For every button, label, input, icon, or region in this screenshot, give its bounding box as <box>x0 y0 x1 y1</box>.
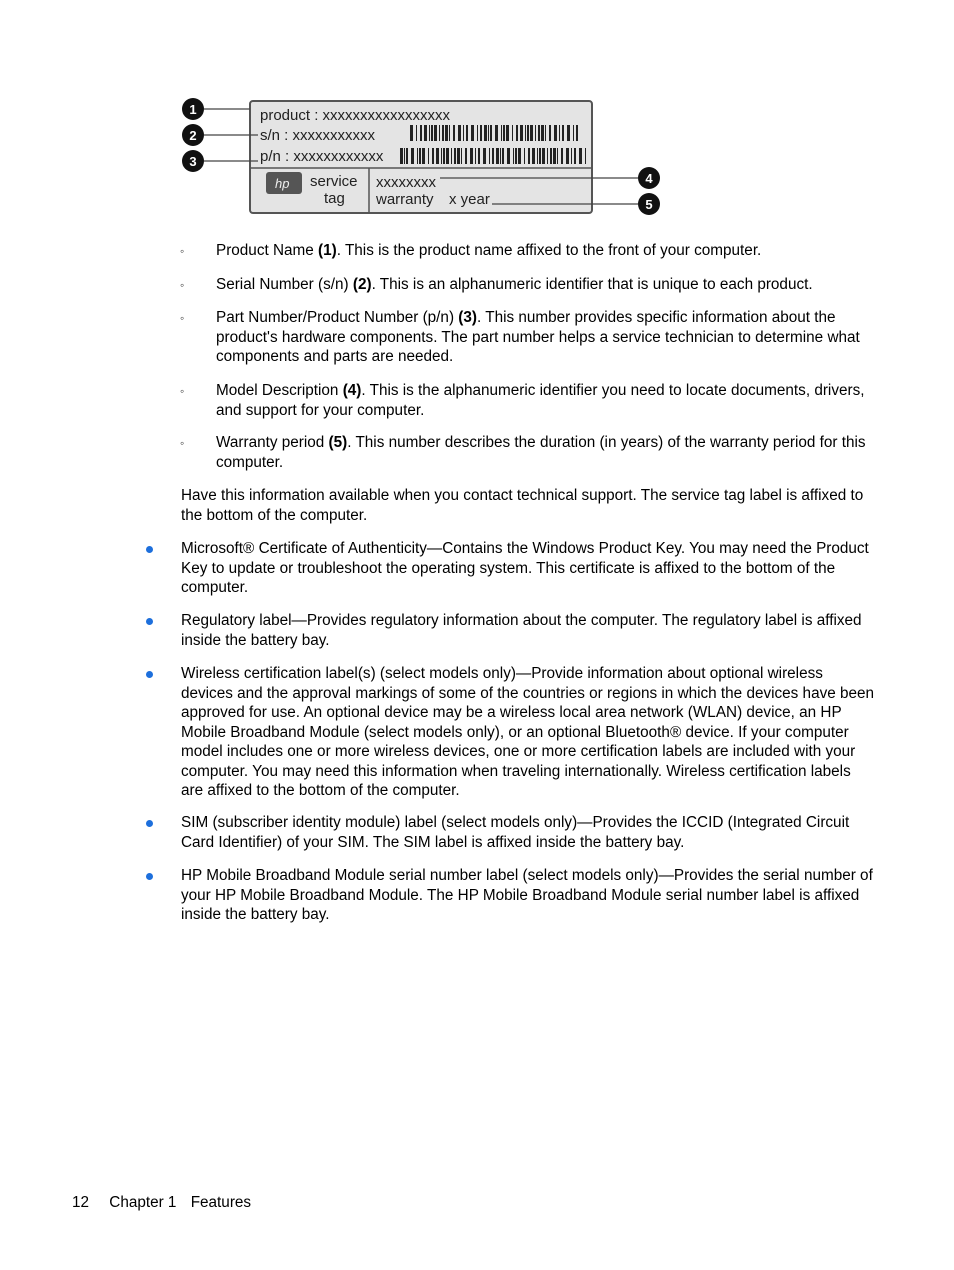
barcode-bar <box>539 148 541 164</box>
sub-item-part-number: Part Number/Product Number (p/n) (3). This number provides specific information about the product's hardware components. The part number helps a service technician to determine what components and parts are needed. <box>216 309 860 365</box>
barcode-bar <box>503 125 505 141</box>
svg-text:5: 5 <box>645 197 653 212</box>
sub-item-product-name: Product Name (1). This is the product name affixed to the front of your computer. <box>216 242 762 259</box>
hp-logo-text: hp <box>275 176 290 191</box>
barcode-bar <box>571 148 572 164</box>
callout-2 <box>182 124 204 146</box>
barcode-bar <box>516 125 518 141</box>
page-number: 12 <box>72 1194 90 1211</box>
barcode-bar <box>585 148 586 164</box>
service-tag-figure <box>178 96 668 220</box>
barcode-bar <box>451 148 452 164</box>
barcode-bar <box>422 148 425 164</box>
barcode-bar <box>528 148 530 164</box>
barcode-bar <box>501 125 502 141</box>
barcode-bar <box>449 125 450 141</box>
barcode-bar <box>428 148 429 164</box>
barcode-bar <box>513 148 514 164</box>
barcode-bar <box>424 125 427 141</box>
barcode-bar <box>567 125 570 141</box>
barcode-bar <box>515 148 517 164</box>
callout-4 <box>638 167 660 189</box>
barcode-bar <box>559 125 560 141</box>
sub-list-marker: ◦ <box>180 311 185 325</box>
barcode-bar <box>573 125 574 141</box>
barcode-bar <box>562 125 564 141</box>
barcode-bar <box>530 125 533 141</box>
barcode-bar <box>436 148 439 164</box>
barcode-bar <box>471 125 474 141</box>
barcode-bar <box>416 125 417 141</box>
barcode-bar <box>465 148 467 164</box>
barcode-bar <box>547 148 548 164</box>
barcode-bar <box>442 125 444 141</box>
barcode-bar <box>470 148 473 164</box>
svg-text:3: 3 <box>189 154 197 169</box>
barcode-bar <box>506 125 509 141</box>
product-line: product : xxxxxxxxxxxxxxxxx <box>260 107 451 124</box>
callout-5 <box>638 193 660 215</box>
sub-item-model-description: Model Description (4). This is the alphanumeric identifier you need to locate documents, drivers, and support for your computer. <box>216 382 865 419</box>
bullet-dot <box>146 546 153 553</box>
barcode-bar <box>404 148 405 164</box>
barcode-bar <box>432 148 434 164</box>
barcode-bar <box>550 148 552 164</box>
barcode-bar <box>417 148 418 164</box>
sub-list-marker: ◦ <box>180 278 185 292</box>
sn-line: s/n : xxxxxxxxxxx <box>260 127 376 144</box>
barcode-bar <box>492 148 494 164</box>
sub-item-serial-number: Serial Number (s/n) (2). This is an alphanumeric identifier that is unique to each product. <box>216 276 813 293</box>
barcode-bar <box>502 148 504 164</box>
barcode-bar <box>500 148 501 164</box>
barcode-bar <box>507 148 510 164</box>
barcode-bar <box>488 125 489 141</box>
barcode-bar <box>458 125 461 141</box>
barcode-bar <box>512 125 513 141</box>
barcode-bar <box>545 125 546 141</box>
barcode-bar <box>489 148 490 164</box>
barcode-bar <box>463 125 464 141</box>
barcode-bar <box>484 125 487 141</box>
barcode-bar <box>537 148 538 164</box>
barcode-bar <box>554 125 557 141</box>
warranty-value: x year <box>449 191 490 208</box>
barcode-bar <box>478 148 480 164</box>
barcode-bar <box>445 125 448 141</box>
barcode-bar <box>579 148 582 164</box>
barcode-bar <box>400 148 403 164</box>
sub-list-marker: ◦ <box>180 244 185 258</box>
barcode-bar <box>520 125 523 141</box>
barcode-bar <box>439 125 440 141</box>
warranty-label: warranty <box>376 191 434 208</box>
callout-1 <box>182 98 204 120</box>
barcode-bar <box>480 125 482 141</box>
barcode-bar <box>477 125 478 141</box>
barcode-bar <box>411 148 414 164</box>
barcode-bar <box>532 148 535 164</box>
barcode-bar <box>518 148 521 164</box>
barcode-bar <box>420 125 422 141</box>
barcode-bar <box>553 148 556 164</box>
barcode-bar <box>446 148 449 164</box>
barcode-bar <box>443 148 445 164</box>
barcode-bar <box>457 148 460 164</box>
service-label: service <box>310 173 358 190</box>
barcode-bar <box>524 148 525 164</box>
bullet-regulatory-label: Regulatory label—Provides regulatory information about the computer. The regulatory label is affixed inside the battery bay. <box>181 612 862 649</box>
bullet-dot <box>146 820 153 827</box>
bullet-dot <box>146 671 153 678</box>
barcode-bar <box>461 148 462 164</box>
barcode-bar <box>453 125 455 141</box>
pn-line: p/n : xxxxxxxxxxxx <box>260 148 384 165</box>
barcode-bar <box>557 148 558 164</box>
barcode-bar <box>475 148 476 164</box>
barcode-bar <box>419 148 421 164</box>
barcode-bar <box>542 148 545 164</box>
callout-3 <box>182 150 204 172</box>
page-footer <box>72 1193 251 1213</box>
chapter-label: Chapter 1 <box>109 1194 177 1211</box>
barcode-bar <box>410 125 413 141</box>
barcode-bar <box>490 125 492 141</box>
svg-text:1: 1 <box>189 102 197 117</box>
barcode-bar <box>538 125 540 141</box>
barcode-bar <box>431 125 433 141</box>
barcode-bar <box>483 148 486 164</box>
svg-text:4: 4 <box>645 171 653 186</box>
barcode-bar <box>574 148 576 164</box>
barcode-bar <box>541 125 544 141</box>
barcode-bar <box>454 148 456 164</box>
barcode-bar <box>429 125 430 141</box>
barcode-bar <box>406 148 408 164</box>
tag-label: tag <box>324 190 345 207</box>
barcode-bar <box>549 125 551 141</box>
sub-item-warranty-period: Warranty period (5). This number describes the duration (in years) of the warranty period for this computer. <box>216 434 866 471</box>
info-paragraph: Have this information available when you contact technical support. The service tag label is affixed to the bottom of the computer. <box>181 487 864 524</box>
barcode-bar <box>576 125 578 141</box>
barcode-bar <box>525 125 526 141</box>
barcode-bar <box>441 148 442 164</box>
svg-text:2: 2 <box>189 128 197 143</box>
bullet-sim-label: SIM (subscriber identity module) label (select models only)—Provides the ICCID (Integrated Circuit Card Identifier) of your SIM. The SIM label is affixed inside the battery bay. <box>181 814 850 851</box>
section-label: Features <box>190 1194 252 1211</box>
service-tag-illustration <box>178 96 668 220</box>
bullet-mobile-broadband-label: HP Mobile Broadband Module serial number label (select models only)—Provides the serial number of your HP Mobile Broadband Module. The HP Mobile Broadband Module serial number label is affixed inside the battery bay. <box>181 867 873 923</box>
bullet-certificate-of-authenticity: Microsoft® Certificate of Authenticity—Contains the Windows Product Key. You may need the Product Key to update or troubleshoot the operating system. This certificate is affixed to the bottom of the computer. <box>181 540 869 596</box>
sub-list-marker: ◦ <box>180 384 185 398</box>
bullet-dot <box>146 618 153 625</box>
barcode-bar <box>535 125 536 141</box>
barcode-bar <box>466 125 468 141</box>
model-value: xxxxxxxx <box>376 174 436 191</box>
barcode-bar <box>561 148 563 164</box>
bullet-wireless-certification: Wireless certification label(s) (select models only)—Provide information about optional wireless devices and the approval markings of some of the countries or regions in which the devices have been approved for use. An optional device may be a wireless local area network (WLAN) device, an HP Mobile Broadband Module (select models only), or an optional Bluetooth® device. If your computer model includes one or more wireless devices, one or more certification labels are included with your computer. You may need this information when traveling internationally. Wireless certification labels are affixed to the bottom of the computer. <box>181 665 875 799</box>
bullet-dot <box>146 873 153 880</box>
barcode-bar <box>495 125 498 141</box>
barcode-bar <box>527 125 529 141</box>
sub-list-marker: ◦ <box>180 436 185 450</box>
barcode-bar <box>434 125 437 141</box>
barcode-bar <box>496 148 499 164</box>
barcode-bar <box>566 148 569 164</box>
